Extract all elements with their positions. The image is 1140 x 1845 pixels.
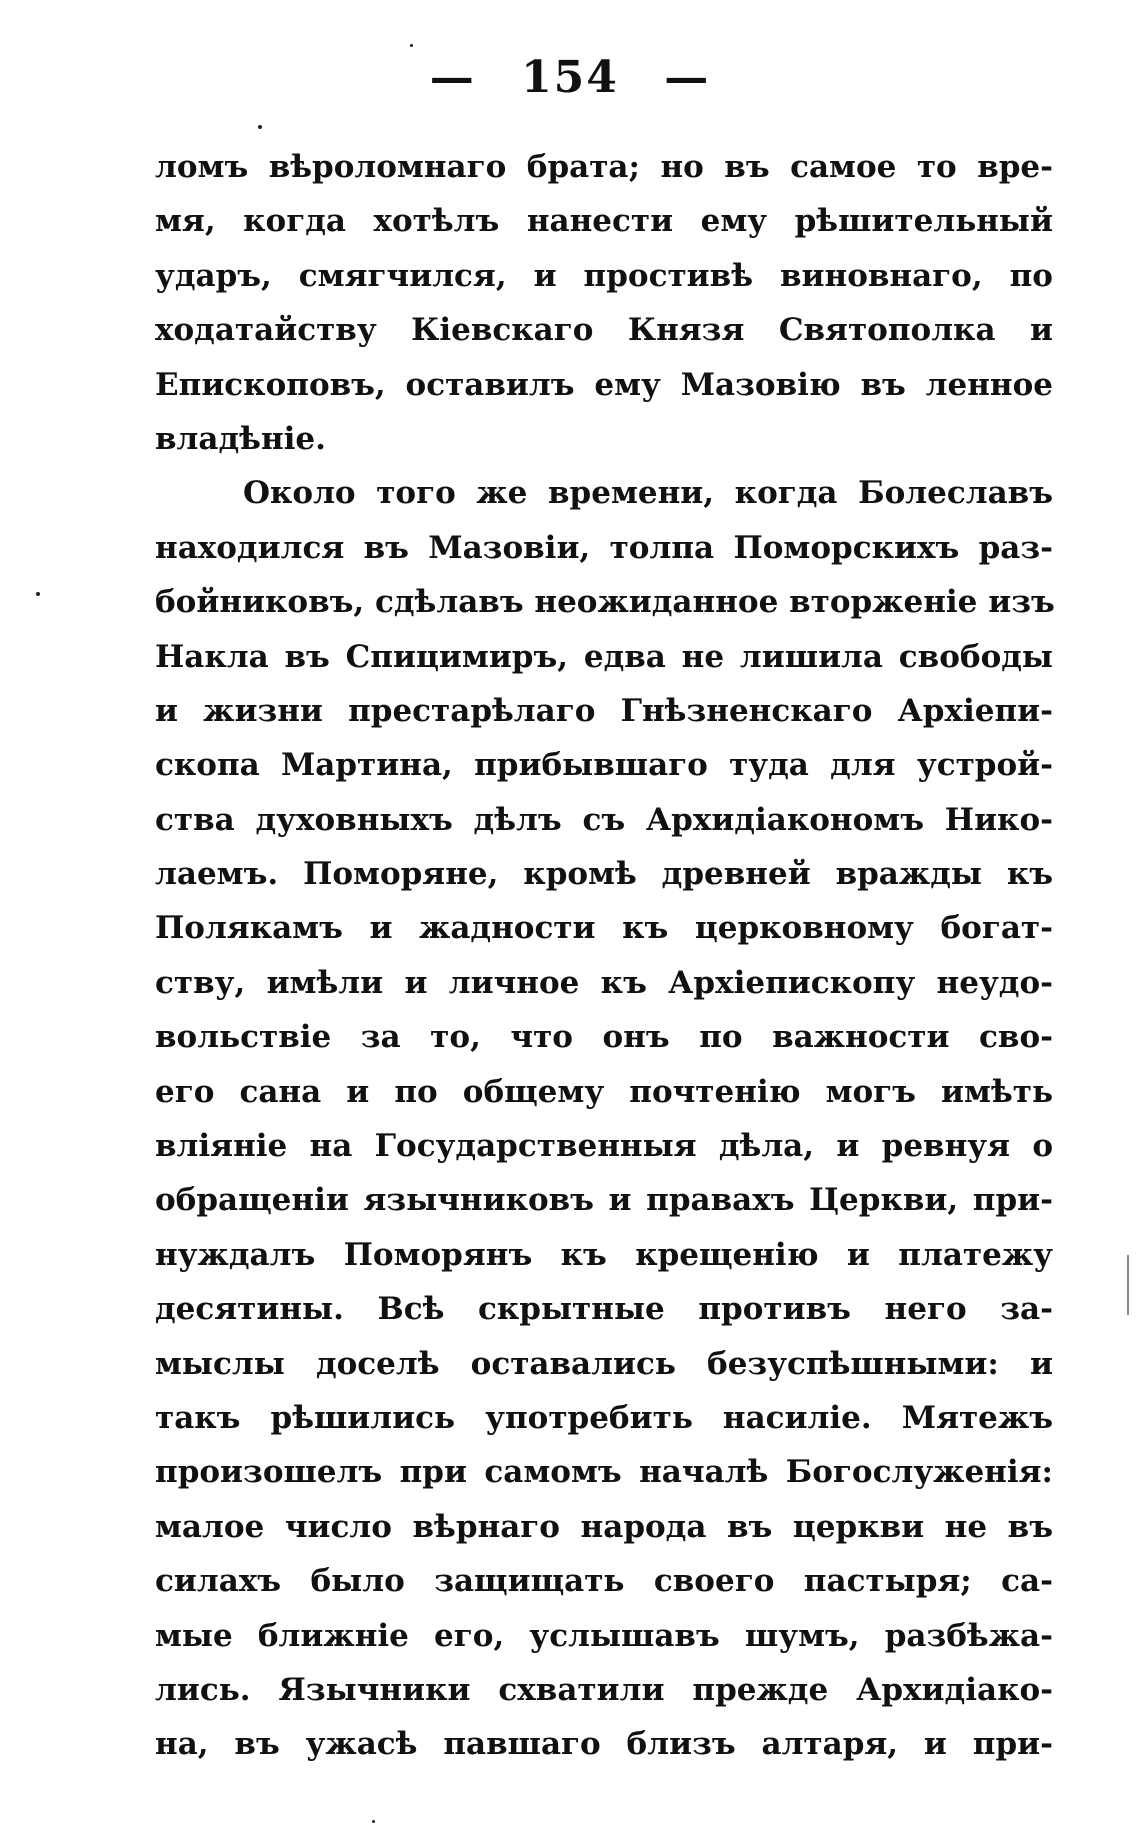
text-line: десятины. Всѣ скрытные противъ него за-	[155, 1291, 1053, 1328]
text-line: ства духовныхъ дѣлъ съ Архидіакономъ Нико-	[155, 801, 1053, 838]
paragraph-2	[155, 466, 1053, 1771]
page-header	[0, 52, 1140, 103]
text-line: Епископовъ, оставилъ ему Мазовію въ ленное	[155, 366, 1053, 403]
text-line: бойниковъ, сдѣлавъ неожиданное вторженіе изъ	[155, 584, 1055, 621]
text-line: такъ рѣшились употребить насиліе. Мятежъ	[155, 1399, 1053, 1436]
text-line: нуждалъ Поморянъ къ крещенію и платежу	[155, 1236, 1053, 1273]
paragraph-1	[155, 140, 1053, 466]
text-line: мыслы доселѣ оставались безуспѣшными: и	[155, 1345, 1053, 1382]
scan-speck	[372, 1820, 375, 1823]
text-line: владѣніе.	[155, 420, 326, 457]
text-line: мые ближніе его, услышавъ шумъ, разбѣжа-	[155, 1617, 1053, 1654]
text-line: ударъ, смягчился, и простивѣ виновнаго, по	[155, 257, 1053, 294]
text-line: ломъ вѣроломнаго брата; но въ самое то вре-	[155, 149, 1053, 185]
text-line: ству, имѣли и личное къ Архіепископу неудо-	[155, 964, 1053, 1001]
text-line: на, въ ужасѣ павшаго близъ алтаря, и при-	[155, 1726, 1053, 1763]
text-line: скопа Мартина, прибывшаго туда для устрой-	[155, 747, 1053, 784]
text-line: его сана и по общему почтенію могъ имѣть	[155, 1073, 1053, 1110]
text-line: Полякамъ и жадности къ церковному богат-	[155, 910, 1053, 947]
text-line: и жизни престарѣлаго Гнѣзненскаго Архіепи-	[155, 692, 1053, 729]
scan-edge-mark	[1127, 1255, 1129, 1315]
text-line: мя, когда хотѣлъ нанести ему рѣшительный	[155, 203, 1053, 240]
text-line: силахъ было защищать своего пастыря; са-	[155, 1563, 1053, 1600]
text-line: лаемъ. Поморяне, кромѣ древней вражды къ	[155, 856, 1053, 893]
scan-speck	[258, 125, 262, 129]
text-line: Накла въ Спицимиръ, едва не лишила свободы	[155, 638, 1053, 675]
text-line: лись. Язычники схватили прежде Архидіако-	[155, 1671, 1053, 1708]
page-number: 154	[521, 52, 619, 103]
text-line: малое число вѣрнаго народа въ церкви не въ	[155, 1508, 1053, 1545]
text-line: находился въ Мазовіи, толпа Поморскихъ раз-	[155, 529, 1053, 566]
header-dash-left: —	[429, 52, 476, 103]
text-line: произошелъ при самомъ началѣ Богослуженія:	[155, 1454, 1053, 1491]
scan-speck	[36, 592, 40, 596]
scan-speck	[410, 44, 413, 47]
body-text	[155, 140, 1053, 1772]
text-line: вольствіе за то, что онъ по важности сво-	[155, 1019, 1053, 1056]
header-dash-right: —	[664, 52, 711, 103]
text-line: ходатайству Кіевскаго Князя Святополка и	[155, 312, 1053, 349]
text-line: Около того же времени, когда Болеславъ	[243, 475, 1053, 512]
text-line: вліяніе на Государственныя дѣла, и ревнуя о	[155, 1128, 1053, 1165]
text-line: обращеніи язычниковъ и правахъ Церкви, при-	[155, 1182, 1053, 1219]
